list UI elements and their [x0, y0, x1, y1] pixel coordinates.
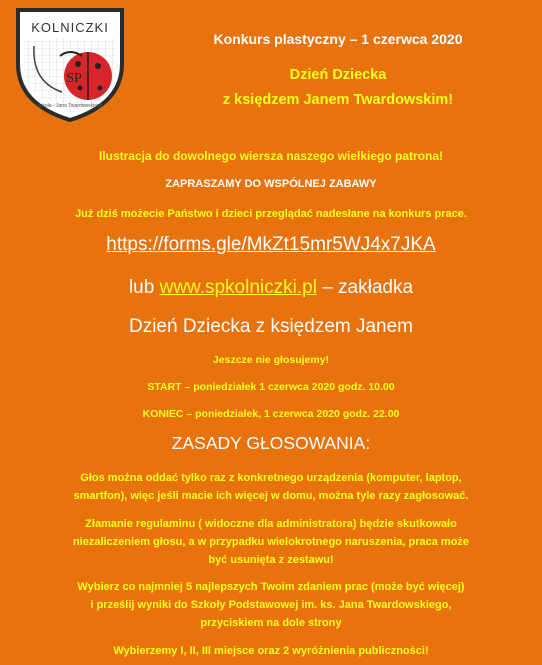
rule3-line1: Wybierz co najmniej 5 najlepszych Twoim zdaniem prac (może być więcej) — [77, 581, 465, 593]
site-line — [0, 277, 542, 299]
logo-badge: SP — [66, 71, 82, 86]
not-yet-text: Jeszcze nie głosujemy! — [212, 354, 330, 366]
rule2-line2: niezaliczeniem głosu, a w przypadku wielokrotnego naruszenia, praca może — [72, 536, 470, 548]
invite-text: ZAPRASZAMY DO WSPÓLNEJ ZABAWY — [165, 178, 377, 190]
form-link[interactable]: https://forms.gle/MkZt15mr5WJ4x7JKA — [106, 234, 436, 255]
rules-title: ZASADY GŁOSOWANIA: — [171, 433, 371, 453]
intro-text: Ilustracja do dowolnego wiersza naszego wielkiego patrona! — [98, 149, 444, 163]
rule1-line2: smartfon), więc jeśli macie ich więcej w domu, można tyle razy zagłosować. — [73, 490, 469, 502]
tab-name: Dzień Dziecka z księdzem Janem — [128, 316, 414, 337]
end-text: KONIEC – poniedziałek, 1 czerwca 2020 godz. 22.00 — [142, 408, 400, 420]
rule2-line3: być usunięta z zestawu! — [208, 554, 334, 566]
site-link[interactable]: www.spkolniczki.pl — [159, 277, 317, 298]
logo-name: KOLNICZKI — [31, 20, 109, 35]
rule1-line1: Głos można oddać tylko raz z konkretnego urządzenia (komputer, laptop, — [80, 472, 462, 484]
logo-caption: szkoła - Jana Twardowskiego — [37, 103, 103, 109]
rule3-line3: przyciskiem na dole strony — [200, 617, 342, 629]
header-subtitle-2: z księdzem Janem Twardowskim! — [222, 92, 454, 108]
or-prefix: lub — [128, 277, 160, 298]
rule2-line1: Złamanie regulaminu ( widoczne dla administratora) będzie skutkowało — [85, 518, 457, 530]
header-title: Konkurs plastyczny – 1 czerwca 2020 — [213, 31, 463, 47]
browse-text: Już dziś możecie Państwo i dzieci przeglądać nadesłane na konkurs prace. — [75, 208, 467, 220]
tab-suffix: – zakładka — [316, 277, 414, 298]
closing-text: Wybierzemy I, II, III miejsce oraz 2 wyróżnienia publiczności! — [113, 645, 429, 657]
rule3-line2: i prześlij wyniki do Szkoły Podstawowej im. ks. Jana Twardowskiego, — [90, 599, 452, 611]
start-text: START – poniedziałek 1 czerwca 2020 godz. 10.00 — [147, 381, 395, 393]
header-subtitle-1: Dzień Dziecka — [289, 67, 387, 83]
school-logo — [14, 6, 126, 124]
